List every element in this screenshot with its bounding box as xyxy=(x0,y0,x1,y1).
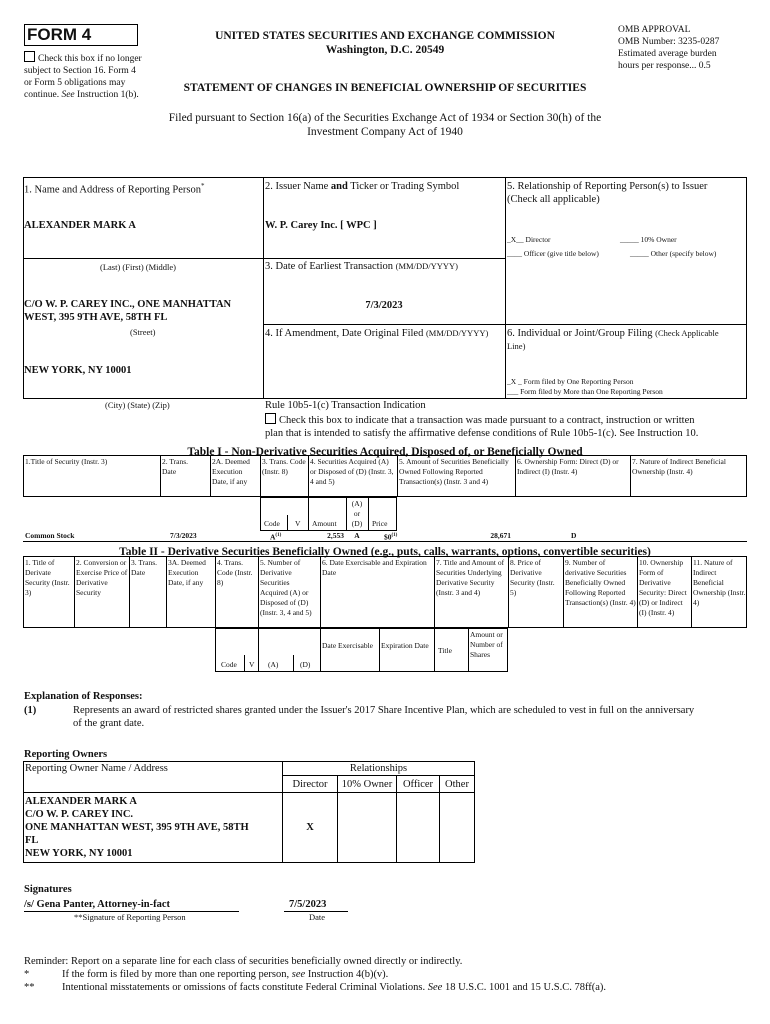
t2-sub-v: V xyxy=(249,660,255,669)
earliest-transaction-date: 7/3/2023 xyxy=(365,300,403,311)
box2-label: 2. Issuer Name and Ticker or Trading Symbol xyxy=(265,181,460,192)
city-label: (City) (State) (Zip) xyxy=(105,400,170,410)
agency-name: UNITED STATES SECURITIES AND EXCHANGE COMMISSION xyxy=(215,30,555,42)
other-option: _____ Other (specify below) xyxy=(630,249,717,258)
t2-sub-amount: Amount or Number of Shares xyxy=(470,630,503,659)
box5-label: 5. Relationship of Reporting Person(s) to Issuer (Check all applicable) xyxy=(507,181,708,205)
t1-ad: A xyxy=(354,531,360,540)
statement-title: STATEMENT OF CHANGES IN BENEFICIAL OWNERSHIP OF SECURITIES xyxy=(183,82,587,94)
rule-10b5-checkbox[interactable] xyxy=(265,413,276,424)
t1-sub-code: Code xyxy=(264,519,280,528)
footnote-star1: * xyxy=(24,969,30,980)
rule-title: Rule 10b5-1(c) Transaction Indication xyxy=(265,400,426,411)
table2-title: Table II - Derivative Securities Beneficially Owned (e.g., puts, calls, warrants, options, convertible securities) xyxy=(119,546,651,558)
street-label: (Street) xyxy=(130,327,156,337)
t2-h6: 6. Date Exercisable and Expiration Date xyxy=(322,558,427,577)
officer-option: ____ Officer (give title below) xyxy=(507,249,599,258)
t1-h1: 1.Title of Security (Instr. 3) xyxy=(25,457,108,466)
issuer-name: W. P. Carey Inc. [ WPC ] xyxy=(265,220,377,231)
agency-location: Washington, D.C. 20549 xyxy=(325,44,445,56)
t1-h2: 2. Trans. Date xyxy=(162,457,189,476)
explanation-text: Represents an award of restricted shares granted under the Issuer's 2017 Share Incentive Plan, which are scheduled to vest in full on the anniversary of the grant date. xyxy=(73,705,695,729)
t1-date: 7/3/2023 xyxy=(170,531,197,540)
explanation-num: (1) xyxy=(24,705,37,716)
t2-sub-date-ex: Date Exercisable xyxy=(322,641,374,650)
t1-owned: 28,671 xyxy=(490,531,511,540)
signature-label: **Signature of Reporting Person xyxy=(74,912,186,922)
box4-label: 4. If Amendment, Date Original Filed (MM/DD/YYYY) xyxy=(265,328,489,339)
t1-code: $A^{(1)}$ xyxy=(270,532,282,542)
t1-sub-v: V xyxy=(295,519,301,528)
t2-h11: 11. Nature of Indirect Beneficial Ownership (Instr. 4) xyxy=(693,558,746,607)
filed-pursuant: Filed pursuant to Section 16(a) of the Securities Exchange Act of 1934 or Section 30(h) of the Investment Company Act of 1940 xyxy=(168,112,602,138)
more-person-option: ___ Form filed by More than One Reporting Person xyxy=(507,387,663,396)
table1-title: Table I - Non-Derivative Securities Acquired, Disposed of, or Beneficially Owned xyxy=(187,446,583,458)
owners-title: Reporting Owners xyxy=(24,749,108,760)
t1-h3: 3. Trans. Code (Instr. 8) xyxy=(262,457,306,476)
owner-ten-mark xyxy=(338,793,397,863)
box6-label: 6. Individual or Joint/Group Filing (Check Applicable Line) xyxy=(507,328,719,351)
t1-amount: 2,553 xyxy=(327,531,344,540)
t1-h5: 5. Amount of Securities Beneficially Owned Following Reported Transaction(s) (Instr. 3 and 4) xyxy=(399,457,509,486)
footnote-star2: ** xyxy=(24,982,35,993)
t2-h3: 3. Trans. Date xyxy=(131,558,158,577)
footnote-1: If the form is filed by more than one reporting person, see Instruction 4(b)(v). xyxy=(62,969,389,980)
t2-h5: 5. Number of Derivative Securities Acquired (A) or Disposed of (D) (Instr. 3, 4 and 5) xyxy=(260,558,312,617)
t1-security: Common Stock xyxy=(25,531,75,540)
t2-sub-a: (A) xyxy=(268,660,279,669)
street-address: C/O W. P. CAREY INC., ONE MANHATTAN WEST, 395 9TH AVE, 58TH FL xyxy=(24,299,232,323)
t1-h4: 4. Securities Acquired (A) or Disposed of (D) (Instr. 3, 4 and 5) xyxy=(310,457,394,486)
owners-col-ten: 10% Owner xyxy=(338,776,397,793)
t2-h1: 1. Title of Derivate Security (Instr. 3) xyxy=(25,558,70,597)
t2-h4: 4. Trans. Code (Instr. 8) xyxy=(217,558,253,587)
name-parts-label: (Last) (First) (Middle) xyxy=(100,262,177,272)
t2-sub-title: Title xyxy=(438,646,452,655)
t2-sub-code: Code xyxy=(221,660,237,669)
t1-sub-ad: (A) or (D) xyxy=(351,499,363,528)
t2-h3a: 3A. Deemed Execution Date, if any xyxy=(168,558,206,587)
t1-sub-price: Price xyxy=(372,519,388,528)
reporting-person-name: ALEXANDER MARK A xyxy=(24,220,137,231)
director-option: _X__ Director xyxy=(507,235,551,244)
box1-label: 1. Name and Address of Reporting Person* xyxy=(24,182,205,196)
signatures-title: Signatures xyxy=(24,884,72,895)
city-state-zip: NEW YORK, NY 10001 xyxy=(24,365,132,376)
owners-col-relationships: Relationships xyxy=(283,762,475,776)
t1-h7: 7. Nature of Indirect Beneficial Ownership (Instr. 4) xyxy=(632,457,726,476)
owners-col-director: Director xyxy=(283,776,338,793)
no-longer-subject-checkbox[interactable] xyxy=(24,51,35,62)
reporting-owners-table xyxy=(23,761,475,863)
signature-date: 7/5/2023 xyxy=(289,899,327,910)
reporting-person-grid xyxy=(23,177,747,399)
owner-other-mark xyxy=(440,793,475,863)
box3-label: 3. Date of Earliest Transaction (MM/DD/YYYY) xyxy=(265,261,458,272)
rule-text: Check this box to indicate that a transaction was made pursuant to a contract, instruction or written plan that is intended to satisfy the affirmative defense conditions of Rule 10b5-1(c). See Instruction 10. xyxy=(265,415,699,439)
explanation-title: Explanation of Responses: xyxy=(24,691,143,702)
form-title: FORM 4 xyxy=(27,25,92,44)
t1-h6: 6. Ownership Form: Direct (D) or Indirect (I) (Instr. 4) xyxy=(517,457,619,476)
t2-h2: 2. Conversion or Exercise Price of Derivative Security xyxy=(76,558,128,597)
t2-h10: 10. Ownership Form of Derivative Security: Direct (D) or Indirect (I) (Instr. 4) xyxy=(639,558,687,617)
reminder: Reminder: Report on a separate line for each class of securities beneficially owned directly or indirectly. xyxy=(24,956,463,967)
owners-col-officer: Officer xyxy=(397,776,440,793)
t2-h8: 8. Price of Derivative Security (Instr. 5) xyxy=(510,558,555,597)
t1-form: D xyxy=(571,531,577,540)
t2-sub-exp: Expiration Date xyxy=(381,641,429,650)
no-longer-subject-checkbox-text: Check this box if no longer subject to Section 16. Form 4 or Form 5 obligations may continue. See Instruction 1(b). xyxy=(24,51,164,101)
date-label: Date xyxy=(309,912,326,922)
t1-h2a: 2A. Deemed Execution Date, if any xyxy=(212,457,250,486)
one-person-option: _X _ Form filed by One Reporting Person xyxy=(507,377,634,386)
owner-address: ALEXANDER MARK A C/O W. P. CAREY INC. ONE MANHATTAN WEST, 395 9TH AVE, 58TH FL NEW YORK, NY 10001 xyxy=(24,793,283,863)
omb-approval: OMB APPROVAL OMB Number: 3235-0287 Estimated average burden hours per response... 0.5 xyxy=(618,25,720,71)
t1-sub-amount: Amount xyxy=(312,519,337,528)
signer-name: /s/ Gena Panter, Attorney-in-fact xyxy=(24,899,171,910)
owner-director-mark: X xyxy=(283,793,338,863)
ten-percent-option: _____ 10% Owner xyxy=(620,235,677,244)
t1-price: $0$^{(1)}$ xyxy=(384,532,398,542)
t2-h9: 9. Number of derivative Securities Beneficially Owned Following Reported Transaction(s) (Instr. 4) xyxy=(565,558,636,607)
owner-officer-mark xyxy=(397,793,440,863)
owners-col-other: Other xyxy=(440,776,475,793)
footnote-2: Intentional misstatements or omissions of facts constitute Federal Criminal Violations. See 18 U.S.C. 1001 and 15 U.S.C. 78ff(a). xyxy=(62,982,607,993)
t2-sub-d: (D) xyxy=(300,660,311,669)
t2-h7: 7. Title and Amount of Securities Underlying Derivative Security (Instr. 3 and 4) xyxy=(436,558,505,597)
owners-col-name: Reporting Owner Name / Address xyxy=(24,762,283,793)
